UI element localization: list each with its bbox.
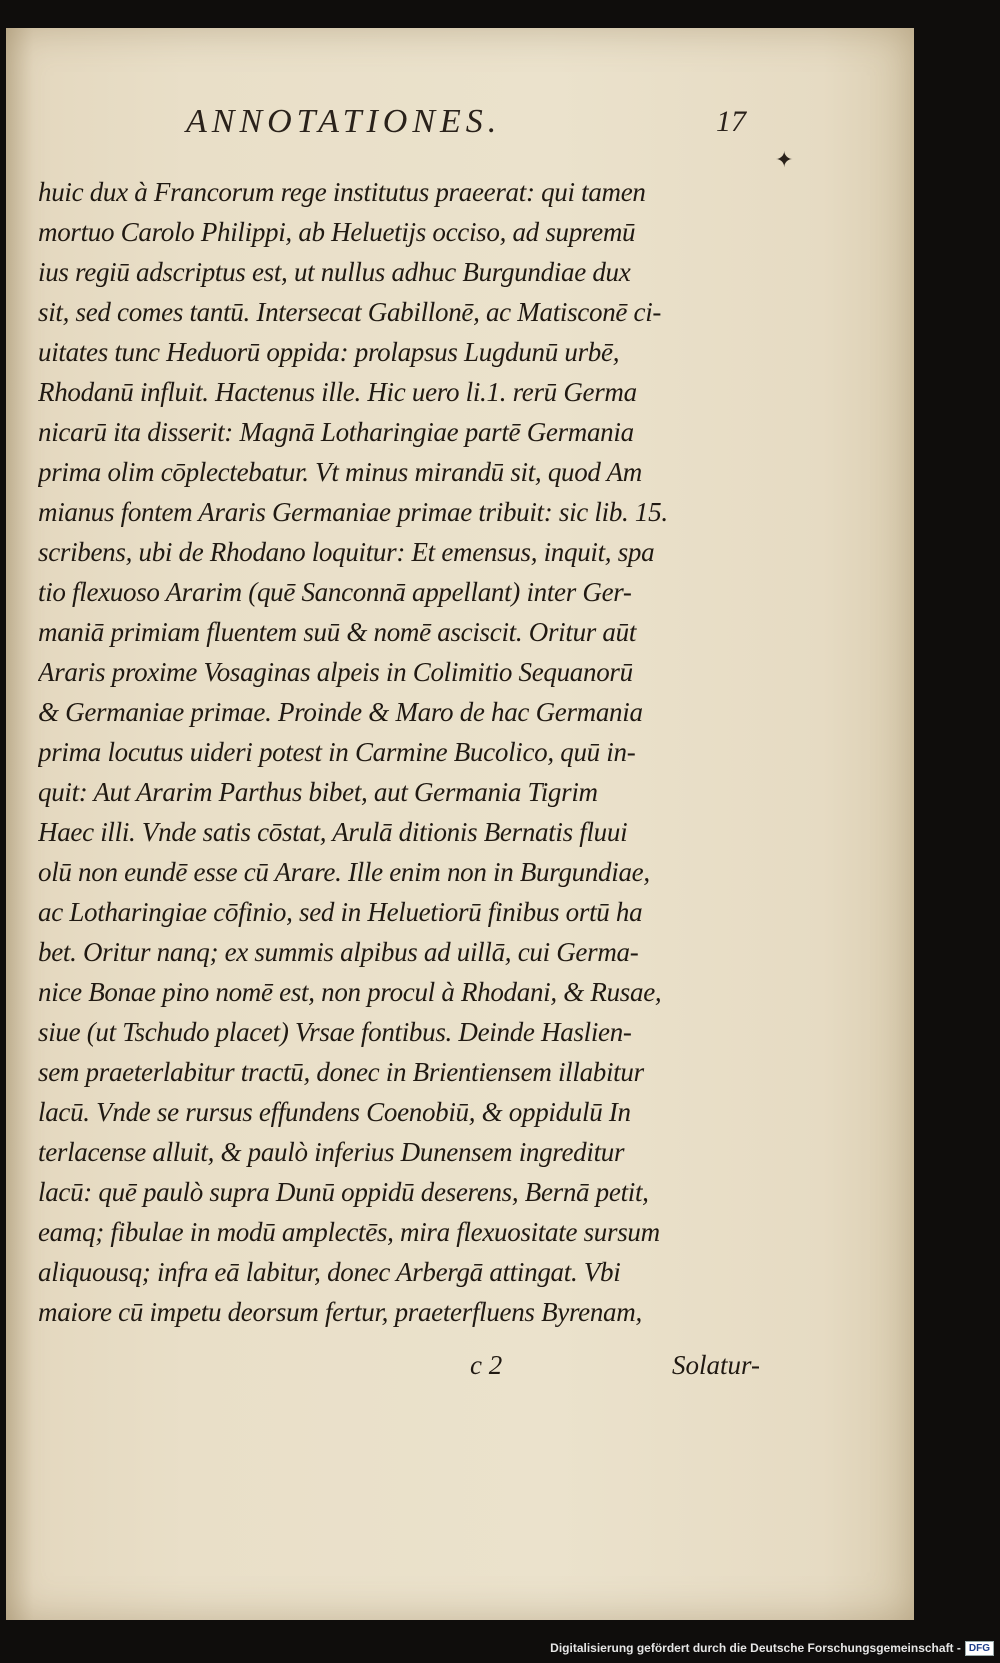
text-line: mianus fontem Araris Germaniae primae tribuit: sic lib. 15. — [38, 497, 668, 527]
text-line: lacū. Vnde se rursus effundens Coenobiū, & oppidulū In — [38, 1097, 631, 1127]
text-line: siue (ut Tschudo placet) Vrsae fontibus. Deinde Haslien- — [38, 1017, 632, 1047]
text-line: sit, sed comes tantū. Intersecat Gabillonē, ac Matisconē ci- — [38, 297, 662, 327]
digitization-notice-text: Digitalisierung gefördert durch die Deutsche Forschungsgemeinschaft - — [550, 1641, 961, 1655]
dfg-logo: DFG — [965, 1641, 994, 1656]
text-line: nicarū ita disserit: Magnā Lotharingiae partē Germania — [38, 417, 634, 447]
text-line: huic dux à Francorum rege institutus praeerat: qui tamen — [38, 177, 646, 207]
text-line: quit: Aut Ararim Parthus bibet, aut Germania Tigrim — [38, 777, 598, 807]
body-text — [38, 172, 738, 1332]
text-line: Haec illi. Vnde satis cōstat, Arulā ditionis Bernatis fluui — [38, 817, 628, 847]
text-line: maiore cū impetu deorsum fertur, praeterfluens Byrenam, — [38, 1297, 642, 1327]
text-line: maniā primiam fluentem suū & nomē asciscit. Oritur aūt — [38, 617, 637, 647]
text-line: bet. Oritur nanq; ex summis alpibus ad uillā, cui Germa- — [38, 937, 639, 967]
running-title: ANNOTATIONES. — [186, 103, 502, 140]
page-number: 17 — [716, 105, 746, 138]
catchword: Solatur- — [672, 1350, 760, 1380]
text-line: prima locutus uideri potest in Carmine Bucolico, quū in- — [38, 737, 636, 767]
text-line: ius regiū adscriptus est, ut nullus adhuc Burgundiae dux — [38, 257, 631, 287]
text-line: ac Lotharingiae cōfinio, sed in Heluetiorū finibus ortū ha — [38, 897, 643, 927]
text-line: aliquousq; infra eā labitur, donec Arbergā attingat. Vbi — [38, 1257, 621, 1287]
text-line: tio flexuoso Ararim (quē Sanconnā appellant) inter Ger- — [38, 577, 632, 607]
text-line: lacū: quē paulò supra Dunū oppidū deserens, Bernā petit, — [38, 1177, 649, 1207]
text-line: nice Bonae pino nomē est, non procul à Rhodani, & Rusae, — [38, 977, 662, 1007]
text-line: Rhodanū influit. Hactenus ille. Hic uero li.1. rerū Germa — [38, 377, 637, 407]
text-line: olū non eundē esse cū Arare. Ille enim non in Burgundiae, — [38, 857, 650, 887]
page-header — [186, 103, 746, 153]
signature-mark: c 2 — [470, 1350, 503, 1380]
digitization-notice — [550, 1637, 994, 1659]
text-line: scribens, ubi de Rhodano loquitur: Et emensus, inquit, spa — [38, 537, 655, 567]
margin-mark: ✦ — [775, 147, 794, 172]
text-line: terlacense alluit, & paulò inferius Dunensem ingreditur — [38, 1137, 625, 1167]
text-line: prima olim cōplectebatur. Vt minus mirandū sit, quod Am — [38, 457, 642, 487]
text-line: & Germaniae primae. Proinde & Maro de hac Germania — [38, 697, 643, 727]
page-footer — [470, 1350, 760, 1390]
text-line: sem praeterlabitur tractū, donec in Brientiensem illabitur — [38, 1057, 644, 1087]
text-line: mortuo Carolo Philippi, ab Heluetijs occiso, ad supremū — [38, 217, 636, 247]
text-line: uitates tunc Heduorū oppida: prolapsus Lugdunū urbē, — [38, 337, 620, 367]
text-line: eamq; fibulae in modū amplectēs, mira flexuositate sursum — [38, 1217, 660, 1247]
text-line: Araris proxime Vosaginas alpeis in Colimitio Sequanorū — [38, 657, 633, 687]
